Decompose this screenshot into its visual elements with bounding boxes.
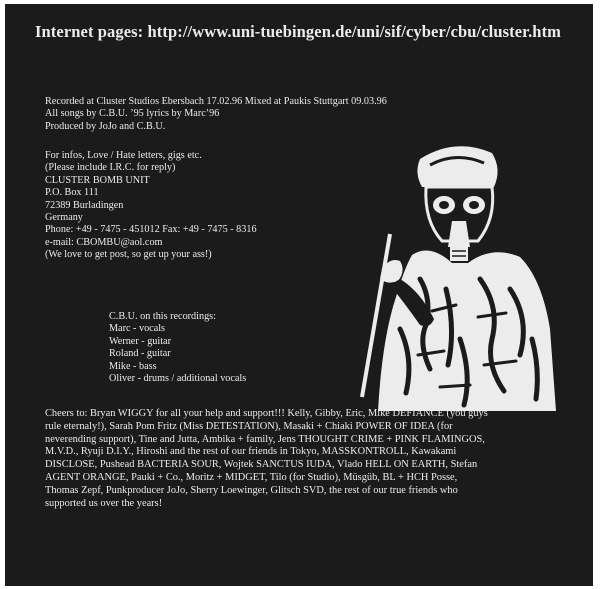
members-line: Marc - vocals bbox=[109, 323, 166, 335]
cheers-line: rule eternaly!), Sarah Pom Fritz (Miss DETESTATION), Masaki + Chiaki POWER OF IDEA (for bbox=[45, 420, 453, 432]
contact-line: e-mail: CBOMBU@aol.com bbox=[45, 236, 163, 248]
cheers-line: supported us over the years! bbox=[45, 497, 163, 509]
contact-line: (Please include I.R.C. for reply) bbox=[45, 162, 176, 174]
contact-line: CLUSTER BOMB UNIT bbox=[45, 174, 150, 186]
recording-line: All songs by C.B.U. ’95 lyrics by Marc’96 bbox=[45, 108, 220, 120]
contact-line: 72389 Burladingen bbox=[45, 199, 124, 211]
cheers-line: DISCLOSE, Pushead BACTERIA SOUR, Wojtek SANCTUS IUDA, Vlado HELL ON EARTH, Stefan bbox=[45, 459, 478, 471]
contact-line: For infos, Love / Hate letters, gigs etc. bbox=[45, 150, 202, 161]
cheers-line: Cheers to: Bryan WIGGY for all your help and support!!! Kelly, Gibby, Eric, Mike DEFIANCE (you guys bbox=[45, 408, 488, 419]
gasmask-soldier-illustration bbox=[360, 129, 560, 414]
cheers-text bbox=[45, 408, 561, 510]
recording-credits bbox=[45, 96, 387, 133]
cheers-line: M.V.D., Ryuji D.I.Y., Hiroshi and the rest of our friends in Tokyo, MASSKONTROLL, Kawakami bbox=[45, 446, 457, 458]
cheers-line: Thomas Zepf, Punkproducer JoJo, Sherry Loewinger, Glitsch SVD, the rest of our true friends who bbox=[45, 484, 458, 496]
members-line: C.B.U. on this recordings: bbox=[109, 311, 216, 322]
cheers-line: AGENT ORANGE, Pauki + Co., Moritz + MIDGET, Tilo (for Studio), Müsgüb, BL + HCH Posse, bbox=[45, 471, 458, 483]
members-line: Oliver - drums / additional vocals bbox=[109, 373, 247, 385]
band-members bbox=[109, 311, 246, 385]
recording-line: Produced by JoJo and C.B.U. bbox=[45, 120, 166, 132]
contact-info bbox=[45, 150, 257, 262]
members-line: Roland - guitar bbox=[109, 348, 171, 360]
members-line: Werner - guitar bbox=[109, 335, 171, 347]
recording-line: Recorded at Cluster Studios Ebersbach 17.02.96 Mixed at Paukis Stuttgart 09.03.96 bbox=[45, 96, 387, 107]
contact-line: Germany bbox=[45, 212, 83, 224]
internet-pages-line: Internet pages: http://www.uni-tuebingen.de/uni/sif/cyber/cbu/cluster.htm bbox=[35, 22, 562, 41]
insert-sheet bbox=[5, 4, 593, 586]
members-line: Mike - bass bbox=[109, 360, 157, 372]
contact-line: P.O. Box 111 bbox=[45, 187, 99, 199]
contact-line: Phone: +49 - 7475 - 451012 Fax: +49 - 7475 - 8316 bbox=[45, 224, 257, 236]
cheers-line: neverending support), Tine and Jutta, Ambika + family, Jens THOUGHT CRIME + PINK FLAMINGOS, bbox=[45, 433, 485, 445]
contact-line: (We love to get post, so get up your ass!) bbox=[45, 249, 212, 261]
